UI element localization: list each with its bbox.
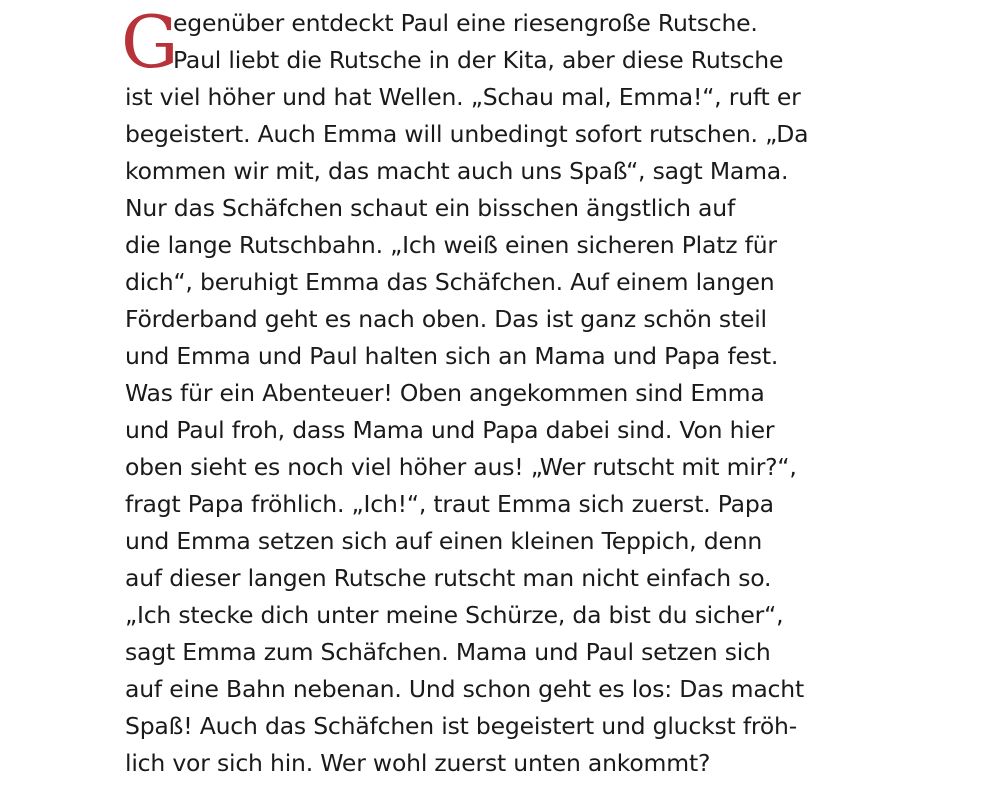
story-line-20: Spaß! Auch das Schäfchen ist begeistert und gluckst fröh- [125,712,797,740]
story-line-21: lich vor sich hin. Wer wohl zuerst unten ankommt? [125,749,711,777]
story-line-7: die lange Rutschbahn. „Ich weiß einen sicheren Platz für [125,231,777,259]
story-line-13: oben sieht es noch viel höher aus! „Wer rutscht mit mir?“, [125,453,797,481]
story-line-6: Nur das Schäfchen schaut ein bisschen ängstlich auf [125,194,736,222]
story-line-9: Förderband geht es nach oben. Das ist ganz schön steil [125,305,767,333]
story-line-3: ist viel höher und hat Wellen. „Schau mal, Emma!“, ruft er [125,83,801,111]
story-line-12: und Paul froh, dass Mama und Papa dabei sind. Von hier [125,416,775,444]
story-line-5: kommen wir mit, das macht auch uns Spaß“, sagt Mama. [125,157,789,185]
story-line-8: dich“, beruhigt Emma das Schäfchen. Auf einem langen [125,268,775,296]
story-line-16: auf dieser langen Rutsche rutscht man nicht einfach so. [125,564,772,592]
story-line-14: fragt Papa fröhlich. „Ich!“, traut Emma sich zuerst. Papa [125,490,774,518]
story-line-2: Paul liebt die Rutsche in der Kita, aber diese Rutsche [173,46,784,74]
drop-cap-letter: G [121,0,179,84]
story-line-10: und Emma und Paul halten sich an Mama und Papa fest. [125,342,779,370]
story-line-1: egenüber entdeckt Paul eine riesengroße Rutsche. [173,9,758,37]
story-line-4: begeistert. Auch Emma will unbedingt sofort rutschen. „Da [125,120,809,148]
story-line-19: auf eine Bahn nebenan. Und schon geht es los: Das macht [125,675,804,703]
story-line-18: sagt Emma zum Schäfchen. Mama und Paul setzen sich [125,638,771,666]
story-line-17: „Ich stecke dich unter meine Schürze, da bist du sicher“, [125,601,784,629]
story-line-11: Was für ein Abenteuer! Oben angekommen sind Emma [125,379,765,407]
story-line-15: und Emma setzen sich auf einen kleinen Teppich, denn [125,527,763,555]
